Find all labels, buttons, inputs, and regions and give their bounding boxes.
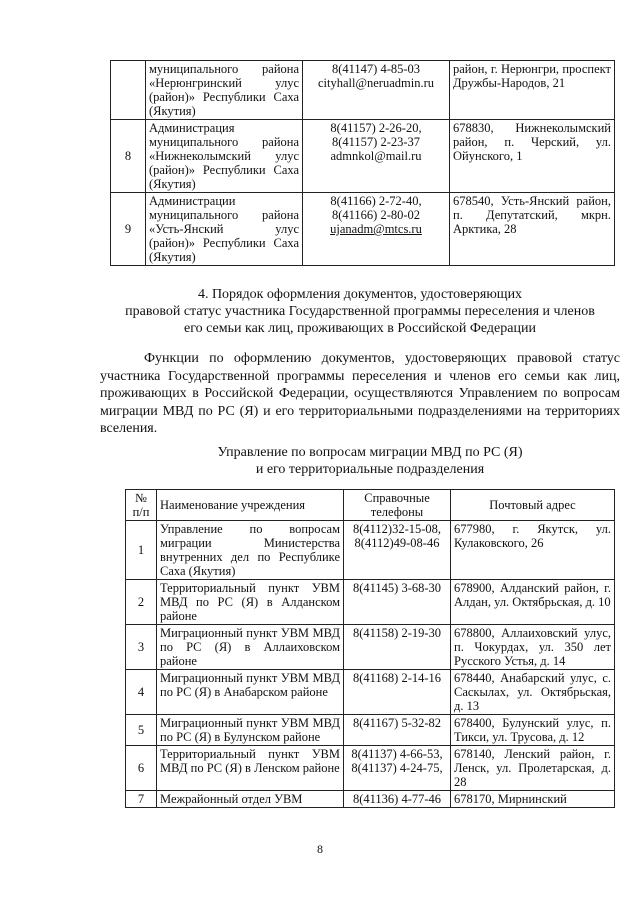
- phone-number: 8(41167) 5-32-82: [352, 716, 442, 730]
- row-number: [111, 61, 146, 120]
- institution-name: Миграционный пункт УВМ МВД по РС (Я) в Булунском районе: [157, 715, 344, 746]
- institution-name: Управление по вопросам миграции Министерства внутренних дел по Республике Саха (Якутия): [157, 521, 344, 580]
- postal-address: 678800, Аллаиховский улус, п. Чокурдах, ул. 350 лет Русского Устья, д. 14: [451, 625, 615, 670]
- phone-number: 8(41136) 4-77-46: [352, 792, 442, 806]
- phones-cell: [344, 670, 451, 715]
- table-row: [126, 746, 615, 791]
- section-paragraph: Функции по оформлению документов, удостоверяющих правовой статус участника Государственной программы переселения и членов его семьи как лиц, проживающих в Российской Федерации, осуществляются Управлением по вопросам миграции МВД по РС (Я) и его территориальными подразделениями на территориях вселения.: [100, 351, 620, 436]
- phone-number: 8(4112)49-08-46: [354, 536, 440, 550]
- row-number: 9: [111, 193, 146, 266]
- institution-name: Миграционный пункт УВМ МВД по РС (Я) в Анабарском районе: [157, 670, 344, 715]
- email-link[interactable]: admnkol@mail.ru: [330, 149, 422, 163]
- phones-cell: [344, 625, 451, 670]
- phone-number: 8(41166) 2-72-40,: [330, 194, 422, 208]
- table-title-line: Управление по вопросам миграции МВД по РС (Я): [217, 445, 523, 460]
- phone-number: 8(41137) 4-24-75,: [351, 761, 443, 775]
- table-title: [100, 444, 640, 478]
- contacts-cell: [303, 193, 450, 266]
- institution-name: Межрайонный отдел УВМ: [157, 791, 344, 808]
- table-row: [126, 521, 615, 580]
- row-number: 8: [111, 120, 146, 193]
- table-row: [126, 580, 615, 625]
- row-number: 4: [126, 670, 157, 715]
- table-row: [111, 61, 615, 120]
- phone-number: 8(41137) 4-66-53,: [351, 747, 443, 761]
- phones-cell: [344, 521, 451, 580]
- section-title-line: правовой статус участника Государственной программы переселения и членов: [125, 304, 595, 319]
- email-link[interactable]: cityhall@neruadmin.ru: [318, 76, 434, 90]
- table-row: [111, 193, 615, 266]
- header-name: Наименование учреждения: [157, 490, 344, 521]
- phone-number: 8(41157) 2-23-37: [331, 135, 421, 149]
- phone-number: 8(41145) 3-68-30: [352, 581, 442, 595]
- phone-number: 8(4112)32-15-08,: [352, 522, 442, 536]
- postal-address: 678170, Мирнинский: [451, 791, 615, 808]
- postal-address: 678900, Алданский район, г. Алдан, ул. Октябрьская, д. 10: [451, 580, 615, 625]
- phones-cell: [344, 580, 451, 625]
- table-row: [126, 715, 615, 746]
- row-number: 2: [126, 580, 157, 625]
- postal-address: 678140, Ленский район, г. Ленск, ул. Пролетарская, д. 28: [451, 746, 615, 791]
- table-title-line: и его территориальные подразделения: [255, 462, 485, 477]
- institution-name: Миграционный пункт УВМ МВД по РС (Я) в Аллаиховском районе: [157, 625, 344, 670]
- phones-cell: [344, 715, 451, 746]
- row-number: 6: [126, 746, 157, 791]
- postal-address: район, г. Нерюнгри, проспект Дружбы-Народов, 21: [450, 61, 615, 120]
- row-number: 5: [126, 715, 157, 746]
- phones-cell: [344, 791, 451, 808]
- table-header-row: [126, 490, 615, 521]
- contacts-cell: [303, 120, 450, 193]
- contacts-cell: [303, 61, 450, 120]
- t1-body: [111, 61, 615, 266]
- institution-name: муниципального района «Нерюнгринский улус (район)» Республики Саха (Якутия): [146, 61, 303, 120]
- institution-name: Администрация муниципального района «Нижнеколымский улус (район)» Республики Саха (Якутия): [146, 120, 303, 193]
- page-number: 8: [317, 842, 323, 856]
- phone-number: 8(41147) 4-85-03: [331, 62, 421, 76]
- section-title-line: 4. Порядок оформления документов, удостоверяющих: [197, 287, 523, 302]
- postal-address: 677980, г. Якутск, ул. Кулаковского, 26: [451, 521, 615, 580]
- t2-body: [126, 521, 615, 808]
- institution-name: Администрации муниципального района «Усть-Янский улус (район)» Республики Саха (Якутия): [146, 193, 303, 266]
- header-address: Почтовый адрес: [451, 490, 615, 521]
- migration-offices-table: [125, 489, 615, 808]
- phone-number: 8(41158) 2-19-30: [352, 626, 442, 640]
- row-number: 3: [126, 625, 157, 670]
- postal-address: 678400, Булунский улус, п. Тикси, ул. Трусова, д. 12: [451, 715, 615, 746]
- row-number: 1: [126, 521, 157, 580]
- postal-address: 678440, Анабарский улус, с. Саскылах, ул. Октябрьская, д. 13: [451, 670, 615, 715]
- row-number: 7: [126, 791, 157, 808]
- phone-number: 8(41168) 2-14-16: [352, 671, 442, 685]
- phone-number: 8(41157) 2-26-20,: [330, 121, 422, 135]
- header-num: № п/п: [126, 490, 157, 521]
- table-row: [111, 120, 615, 193]
- header-phones: Справочные телефоны: [344, 490, 451, 521]
- table-row: [126, 670, 615, 715]
- settlement-admins-table-continued: [110, 60, 615, 266]
- table-row: [126, 791, 615, 808]
- email-link[interactable]: ujanadm@mtcs.ru: [330, 222, 422, 236]
- postal-address: 678540, Усть-Янский район, п. Депутатский, мкрн. Арктика, 28: [450, 193, 615, 266]
- section-title-line: его семьи как лиц, проживающих в Российской Федерации: [184, 321, 536, 336]
- institution-name: Территориальный пункт УВМ МВД по РС (Я) в Ленском районе: [157, 746, 344, 791]
- postal-address: 678830, Нижнеколымский район, п. Черский, ул. Ойунского, 1: [450, 120, 615, 193]
- phones-cell: [344, 746, 451, 791]
- section-title: [100, 286, 620, 337]
- table-row: [126, 625, 615, 670]
- phone-number: 8(41166) 2-80-02: [331, 208, 421, 222]
- institution-name: Территориальный пункт УВМ МВД по РС (Я) в Алданском районе: [157, 580, 344, 625]
